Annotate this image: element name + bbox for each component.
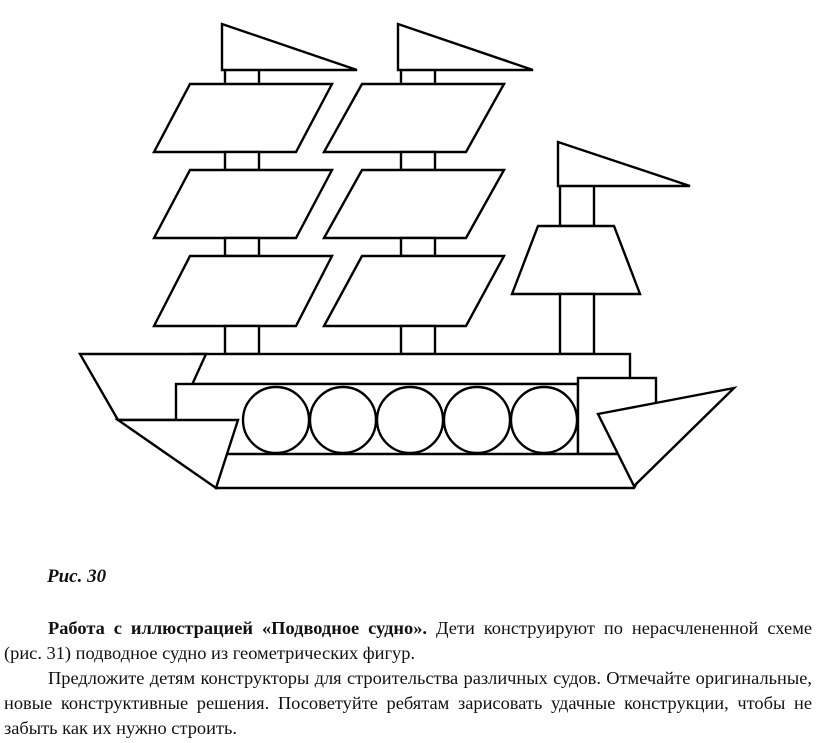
sail-2-top-parallelogram (324, 84, 504, 152)
hull-bottom-trapezoid (216, 454, 654, 488)
paragraph-1-body: Дети конструируют по нерасчлененной схеме (рис. 31) подводное судно из геометрических фигур. (4, 618, 813, 663)
paragraph-2: Предложите детям конструкторы для строительства различных судов. Отмечайте оригинальные, новые конструктивные решения. Посоветуйте ребятам зарисовать удачные конструкции, чтобы не забыть как их нужно строить. (4, 668, 812, 738)
flag-3-triangle (558, 142, 690, 186)
mast-1-segment-2 (225, 152, 259, 170)
mast-2-segment-2 (401, 152, 435, 170)
hull-deck-rectangle (192, 354, 630, 384)
figure-caption: Рис. 30 (47, 566, 107, 587)
sail-2-middle-parallelogram (324, 170, 504, 238)
mast-2-segment-base (401, 326, 435, 354)
porthole-circle-2 (310, 387, 376, 453)
porthole-circle-5 (511, 387, 577, 453)
mast-1-segment-3 (225, 238, 259, 256)
porthole-circle-1 (243, 387, 309, 453)
mast-3-segment-top (560, 184, 594, 226)
mast-1-segment-base (225, 326, 259, 354)
mast-2-segment-3 (401, 238, 435, 256)
bow-lower-triangle (118, 420, 238, 488)
paragraph-1 (4, 616, 812, 666)
flag-1-triangle (222, 24, 357, 70)
sail-1-bottom-parallelogram (154, 256, 332, 326)
flag-2-triangle (398, 24, 533, 70)
porthole-circle-3 (377, 387, 443, 453)
sail-2-bottom-parallelogram (324, 256, 504, 326)
mast-3-trapezoid (512, 226, 640, 294)
sail-1-top-parallelogram (154, 84, 332, 152)
paragraph-1-bold-lead: Работа с иллюстрацией «Подводное судно». (48, 618, 428, 638)
mast-3-segment-base (560, 294, 594, 354)
sail-1-middle-parallelogram (154, 170, 332, 238)
porthole-circle-4 (444, 387, 510, 453)
